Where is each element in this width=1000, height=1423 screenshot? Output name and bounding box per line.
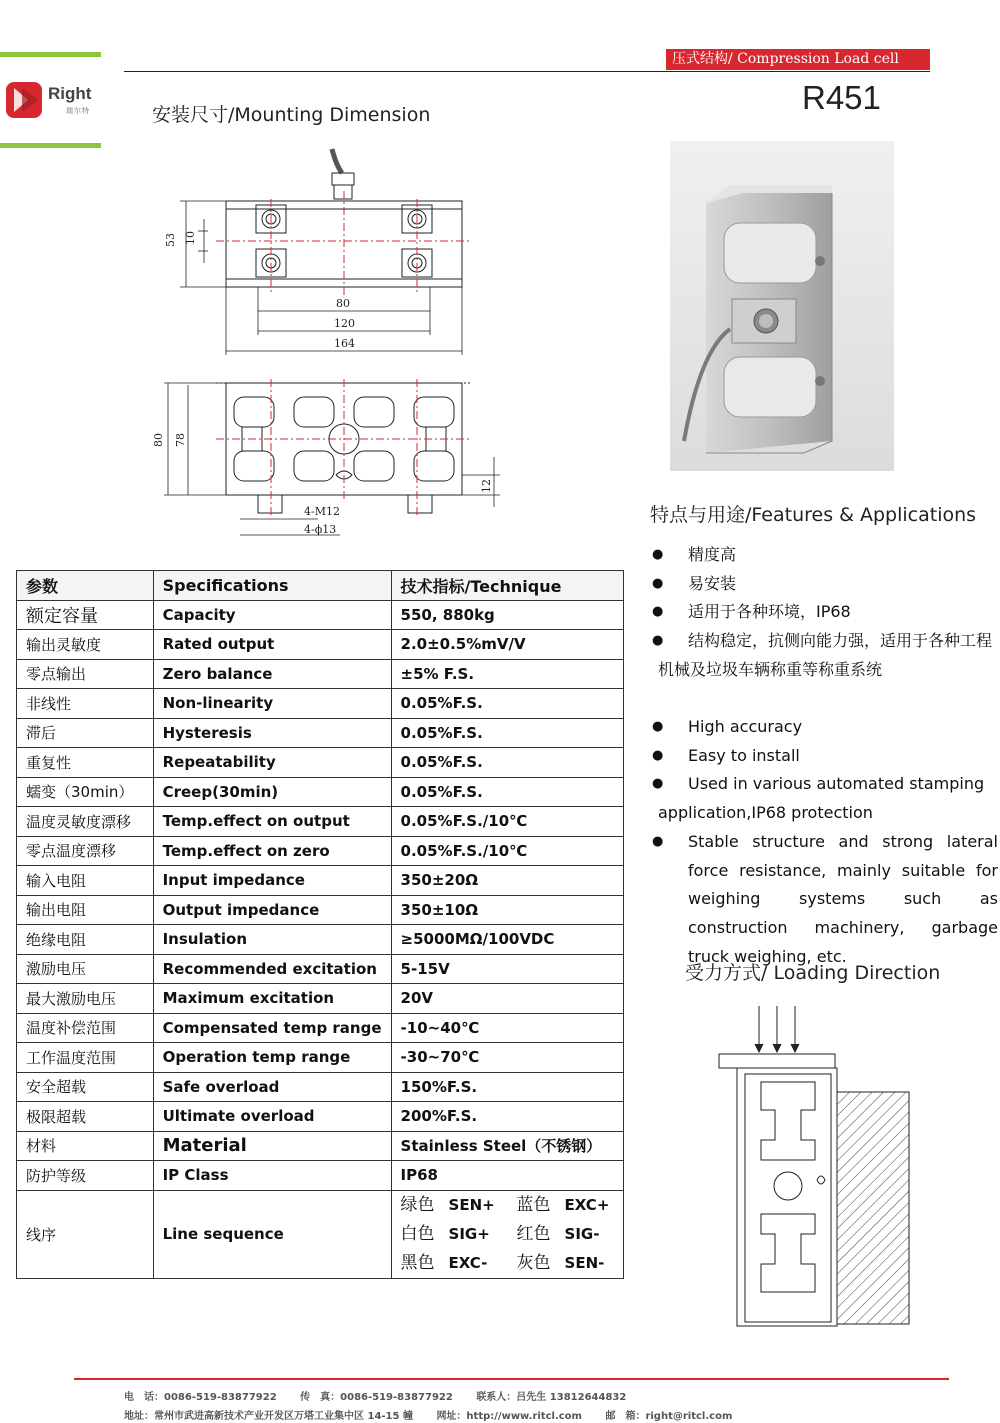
list-item — [652, 598, 1000, 627]
value-cell: 2.0±0.5%mV/V — [391, 630, 623, 660]
features-en-list — [652, 713, 1000, 971]
bullet-icon: ● — [652, 633, 664, 649]
feature-text: High accuracy — [688, 717, 803, 736]
value-cell: -10~40℃ — [391, 1013, 623, 1043]
table-row — [17, 600, 624, 630]
param-cell: 输出灵敏度 — [17, 630, 154, 660]
footer-address-text: 地址：常州市武进高新技术产业开发区万塔工业集中区 14-15 幢 — [124, 1411, 413, 1422]
param-cell: 额定容量 — [17, 600, 154, 630]
value-cell: 0.05%F.S. — [391, 718, 623, 748]
list-item — [652, 627, 1000, 684]
table-header-row — [17, 571, 624, 601]
wire-sequence-cell — [391, 1190, 623, 1278]
param-cell: 蠕变（30min） — [17, 777, 154, 807]
spec-cell: Recommended excitation — [153, 954, 391, 984]
value-cell: 5-15V — [391, 954, 623, 984]
value-cell: 550, 880kg — [391, 600, 623, 630]
footer-fax: 传 真：0086-519-83877922 — [300, 1392, 453, 1403]
dim-12: 12 — [480, 479, 493, 493]
value-cell: IP68 — [391, 1161, 623, 1191]
param-cell: 滞后 — [17, 718, 154, 748]
wire-color: 蓝色 — [516, 1194, 551, 1215]
list-item — [652, 770, 1000, 827]
dim-m12: 4-M12 — [304, 505, 340, 518]
list-item — [652, 713, 1000, 742]
wire-entry — [517, 1220, 600, 1249]
param-cell: 零点输出 — [17, 659, 154, 689]
wire-entry — [401, 1191, 517, 1220]
spec-cell: Ultimate overload — [153, 1102, 391, 1132]
bottom-green-line — [0, 143, 101, 148]
wire-signal: EXC- — [448, 1253, 488, 1272]
footer-website[interactable]: 网址：http://www.ritcl.com — [436, 1411, 582, 1422]
feature-text: Easy to install — [688, 745, 800, 765]
dim-phi13: 4-ϕ13 — [304, 523, 337, 536]
table-row-line-sequence — [17, 1190, 624, 1278]
wire-pair — [401, 1249, 614, 1278]
dim-120: 120 — [334, 317, 355, 330]
spec-cell: Output impedance — [153, 895, 391, 925]
table-row — [17, 689, 624, 719]
spec-cell: Rated output — [153, 630, 391, 660]
param-cell: 极限超载 — [17, 1102, 154, 1132]
table-row — [17, 1102, 624, 1132]
wire-color: 白色 — [400, 1223, 435, 1244]
value-cell: 350±20Ω — [391, 866, 623, 896]
header-rule — [124, 71, 930, 72]
value-cell: 200%F.S. — [391, 1102, 623, 1132]
wire-signal: EXC+ — [564, 1195, 610, 1214]
bullet-icon: ● — [652, 719, 664, 734]
param-cell: 非线性 — [17, 689, 154, 719]
feature-text: 精度高 — [688, 545, 737, 564]
list-item — [652, 570, 1000, 599]
top-green-line — [0, 52, 101, 57]
wire-pair — [401, 1220, 614, 1249]
category-banner: 压式结构/ Compression Load cell — [666, 49, 930, 70]
table-row — [17, 866, 624, 896]
table-row — [17, 984, 624, 1014]
spec-cell: Compensated temp range — [153, 1013, 391, 1043]
wire-entry — [517, 1249, 605, 1278]
spec-cell: Capacity — [153, 600, 391, 630]
wire-color: 红色 — [516, 1223, 551, 1244]
specification-table — [16, 570, 624, 1279]
spec-cell: Operation temp range — [153, 1043, 391, 1073]
dim-78: 78 — [174, 433, 187, 447]
feature-text: 结构稳定，抗侧向能力强，适用于各种工程 — [688, 631, 993, 651]
param-cell: 绝缘电阻 — [17, 925, 154, 955]
table-row — [17, 807, 624, 837]
table-row — [17, 1013, 624, 1043]
wire-signal: SEN+ — [448, 1195, 495, 1214]
bullet-icon: ● — [652, 547, 664, 562]
dim-10: 10 — [184, 231, 197, 245]
footer-email[interactable]: 邮 箱：right@ritcl.com — [605, 1411, 733, 1422]
spec-cell: Hysteresis — [153, 718, 391, 748]
param-cell: 温度补偿范围 — [17, 1013, 154, 1043]
dim-53: 53 — [164, 233, 177, 247]
spec-cell: Repeatability — [153, 748, 391, 778]
mounting-title: 安装尺寸/Mounting Dimension — [152, 104, 431, 126]
feature-text: Used in various automated stamping — [688, 774, 985, 794]
wire-entry — [517, 1191, 610, 1220]
brand-name: Right — [48, 84, 92, 103]
features-cn-list — [652, 541, 1000, 685]
wire-color: 黑色 — [400, 1252, 435, 1273]
table-row — [17, 659, 624, 689]
value-cell: 0.05%F.S./10℃ — [391, 836, 623, 866]
param-cell: 重复性 — [17, 748, 154, 778]
dim-80-width: 80 — [336, 297, 350, 310]
dim-80-height: 80 — [152, 433, 165, 447]
header-technique: 技术指标/Technique — [391, 571, 623, 601]
wire-signal: SIG+ — [448, 1224, 490, 1243]
wire-color: 灰色 — [516, 1252, 551, 1273]
table-row — [17, 836, 624, 866]
wire-signal: SIG- — [564, 1224, 600, 1243]
value-cell: 0.05%F.S. — [391, 777, 623, 807]
spec-cell: Input impedance — [153, 866, 391, 896]
value-cell: 0.05%F.S. — [391, 748, 623, 778]
spec-cell: Zero balance — [153, 659, 391, 689]
feature-text-cont: application,IP68 protection — [658, 803, 873, 823]
value-cell: 0.05%F.S. — [391, 689, 623, 719]
bullet-icon: ● — [652, 747, 664, 763]
brand-logo — [4, 76, 104, 126]
param-cell: 安全超载 — [17, 1072, 154, 1102]
param-cell: 零点温度漂移 — [17, 836, 154, 866]
param-cell: 输出电阻 — [17, 895, 154, 925]
features-title: 特点与用途/Features & Applications — [650, 504, 977, 526]
value-cell: Stainless Steel（不锈钢） — [391, 1131, 623, 1161]
table-row — [17, 925, 624, 955]
wire-color: 绿色 — [400, 1194, 435, 1215]
footer-contact — [124, 1388, 646, 1403]
table-row — [17, 1072, 624, 1102]
footer-phone: 电 话：0086-519-83877922 — [124, 1392, 277, 1403]
param-cell: 防护等级 — [17, 1161, 154, 1191]
spec-cell: Line sequence — [153, 1190, 391, 1278]
list-item — [652, 541, 1000, 570]
header-spec: Specifications — [153, 571, 391, 601]
spec-cell: IP Class — [153, 1161, 391, 1191]
value-cell: ±5% F.S. — [391, 659, 623, 689]
bullet-icon: ● — [652, 776, 664, 792]
value-cell: -30~70℃ — [391, 1043, 623, 1073]
footer-address — [124, 1407, 752, 1422]
feature-text-cont: 机械及垃圾车辆称重等称重系统 — [658, 659, 883, 679]
mounting-drawing — [150, 135, 510, 545]
spec-cell: Temp.effect on zero — [153, 836, 391, 866]
feature-text: 适用于各种环境，IP68 — [688, 602, 851, 622]
feature-text: Stable structure and strong lateral force resistance, mainly suitable for weighing systems such as construction machinery, garbage truck weighing, etc. — [688, 831, 998, 966]
value-cell: 350±10Ω — [391, 895, 623, 925]
spec-cell: Safe overload — [153, 1072, 391, 1102]
table-row — [17, 630, 624, 660]
list-item — [652, 828, 1000, 972]
value-cell: 150%F.S. — [391, 1072, 623, 1102]
table-row — [17, 895, 624, 925]
bullet-icon: ● — [652, 604, 664, 620]
product-photo — [670, 141, 894, 471]
param-cell: 线序 — [17, 1190, 154, 1278]
table-row — [17, 748, 624, 778]
wire-entry — [401, 1249, 517, 1278]
model-number: R451 — [802, 79, 881, 116]
param-cell: 输入电阻 — [17, 866, 154, 896]
table-row — [17, 1161, 624, 1191]
param-cell: 温度灵敏度漂移 — [17, 807, 154, 837]
feature-text: 易安装 — [688, 573, 737, 593]
footer-person: 联系人：吕先生 13812644832 — [476, 1392, 627, 1403]
dim-164: 164 — [334, 337, 355, 350]
list-item — [652, 742, 1000, 771]
value-cell: ≥5000MΩ/100VDC — [391, 925, 623, 955]
wire-signal: SEN- — [564, 1253, 605, 1272]
footer-rule — [74, 1378, 949, 1380]
spec-cell: Insulation — [153, 925, 391, 955]
value-cell: 0.05%F.S./10℃ — [391, 807, 623, 837]
spec-cell: Temp.effect on output — [153, 807, 391, 837]
wire-entry — [401, 1220, 517, 1249]
loading-title: 受力方式/ Loading Direction — [685, 962, 941, 984]
fixed-wall — [837, 1092, 909, 1324]
table-row — [17, 954, 624, 984]
spec-cell: Material — [153, 1131, 391, 1161]
spec-cell: Creep(30min) — [153, 777, 391, 807]
brand-subtitle: 瑞尔特 — [66, 107, 90, 115]
value-cell: 20V — [391, 984, 623, 1014]
spec-cell: Maximum excitation — [153, 984, 391, 1014]
table-row — [17, 777, 624, 807]
param-cell: 材料 — [17, 1131, 154, 1161]
table-row — [17, 1131, 624, 1161]
table-row — [17, 1043, 624, 1073]
param-cell: 最大激励电压 — [17, 984, 154, 1014]
wire-pair — [401, 1191, 614, 1220]
logo-icon — [4, 80, 44, 120]
param-cell: 工作温度范围 — [17, 1043, 154, 1073]
bullet-icon: ● — [652, 575, 664, 591]
spec-cell: Non-linearity — [153, 689, 391, 719]
table-row — [17, 718, 624, 748]
header-param: 参数 — [17, 571, 154, 601]
param-cell: 激励电压 — [17, 954, 154, 984]
bullet-icon: ● — [652, 833, 664, 849]
loading-direction-diagram — [715, 1000, 915, 1330]
